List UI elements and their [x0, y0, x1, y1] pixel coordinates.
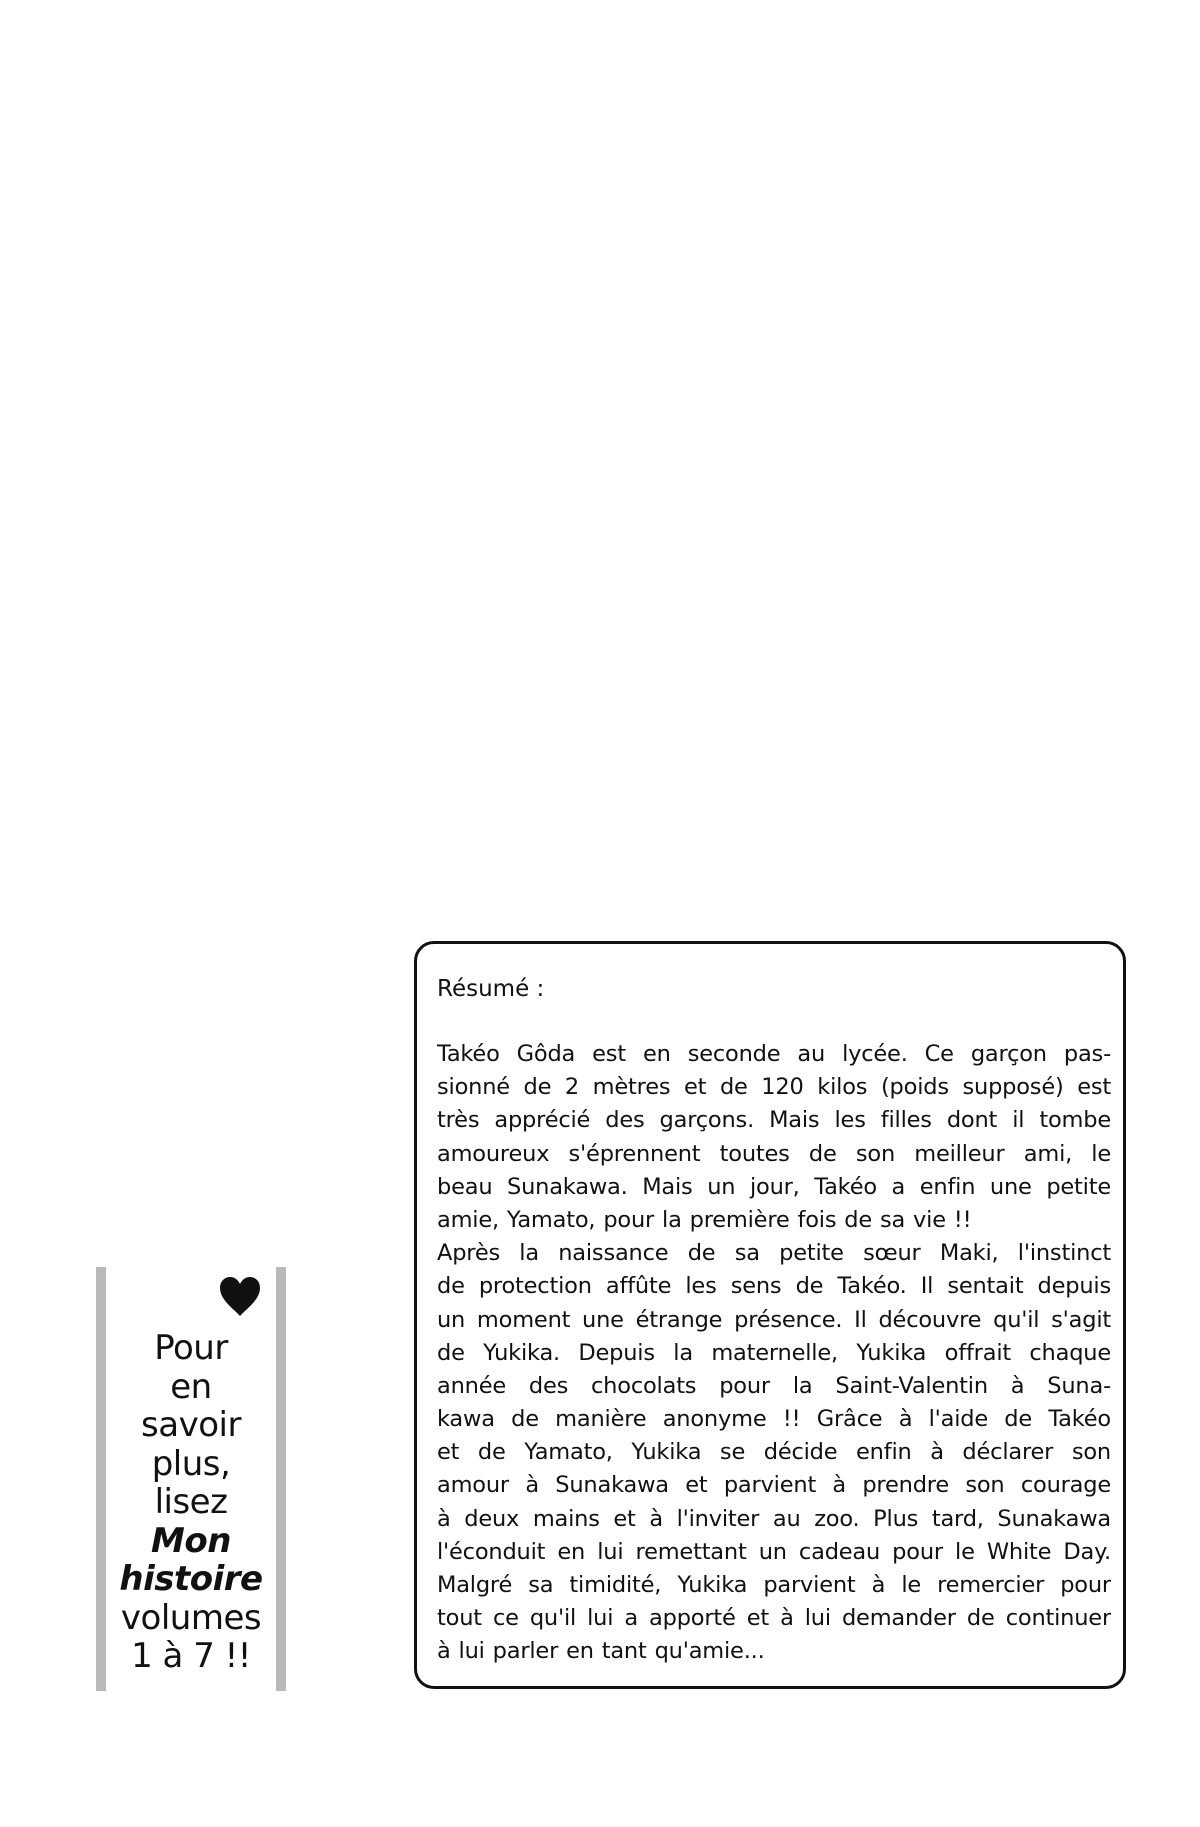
summary-line: un moment une étrange présence. Il découvre qu'il s'agit	[437, 1306, 1111, 1333]
summary-line: de Yukika. Depuis la maternelle, Yukika offrait chaque	[437, 1339, 1111, 1366]
promo-line: lisez	[154, 1482, 228, 1522]
promo-line: volumes	[120, 1597, 262, 1638]
summary-line: Après la naissance de sa petite sœur Maki, l'instinct	[437, 1240, 1111, 1267]
summary-line: Malgré sa timidité, Yukika parvient à le remercier pour	[437, 1572, 1111, 1599]
promo-line: 1 à 7 !!	[131, 1636, 251, 1676]
summary-line: amie, Yamato, pour la première fois de sa vie !!	[437, 1206, 972, 1233]
summary-line: kawa de manière anonyme !! Grâce à l'aide de Takéo	[437, 1406, 1111, 1433]
summary-line: de protection affûte les sens de Takéo. Il sentait depuis	[437, 1273, 1111, 1300]
summary-line: amoureux s'éprennent toutes de son meilleur ami, le	[437, 1140, 1111, 1167]
promo-line: Pour	[154, 1328, 228, 1368]
summary-line: et de Yamato, Yukika se décide enfin à déclarer son	[437, 1439, 1111, 1466]
summary-line: l'éconduit en lui remettant un cadeau pour le White Day.	[437, 1538, 1111, 1565]
promo-text	[110, 1329, 272, 1676]
promo-bar-left	[96, 1267, 106, 1691]
summary-heading: Résumé :	[437, 976, 545, 1002]
summary-box	[414, 941, 1126, 1689]
summary-line: amour à Sunakawa et parvient à prendre son courage	[437, 1472, 1111, 1499]
summary-line: à deux mains et à l'inviter au zoo. Plus tard, Sunakawa	[437, 1505, 1111, 1532]
summary-line: tout ce qu'il lui a apporté et à lui demander de continuer	[437, 1605, 1111, 1632]
summary-line: très apprécié des garçons. Mais les filles dont il tombe	[437, 1107, 1111, 1134]
heart-icon	[218, 1275, 262, 1319]
summary-line: à lui parler en tant qu'amie...	[437, 1638, 765, 1665]
promo-line: savoir	[141, 1405, 241, 1445]
promo-panel	[96, 1267, 286, 1691]
promo-line: plus,	[151, 1443, 231, 1484]
promo-line: en	[170, 1366, 212, 1407]
promo-series-title: histoire	[119, 1559, 263, 1599]
promo-series-title: Mon	[151, 1520, 231, 1561]
summary-line: année des chocolats pour la Saint-Valentin à Suna-	[437, 1372, 1111, 1399]
summary-line: sionné de 2 mètres et de 120 kilos (poids supposé) est	[437, 1074, 1111, 1101]
promo-bar-right	[276, 1267, 286, 1691]
summary-line: Takéo Gôda est en seconde au lycée. Ce garçon pas-	[437, 1041, 1111, 1067]
summary-line: beau Sunakawa. Mais un jour, Takéo a enfin une petite	[437, 1173, 1111, 1200]
summary-body	[437, 1038, 1111, 1669]
